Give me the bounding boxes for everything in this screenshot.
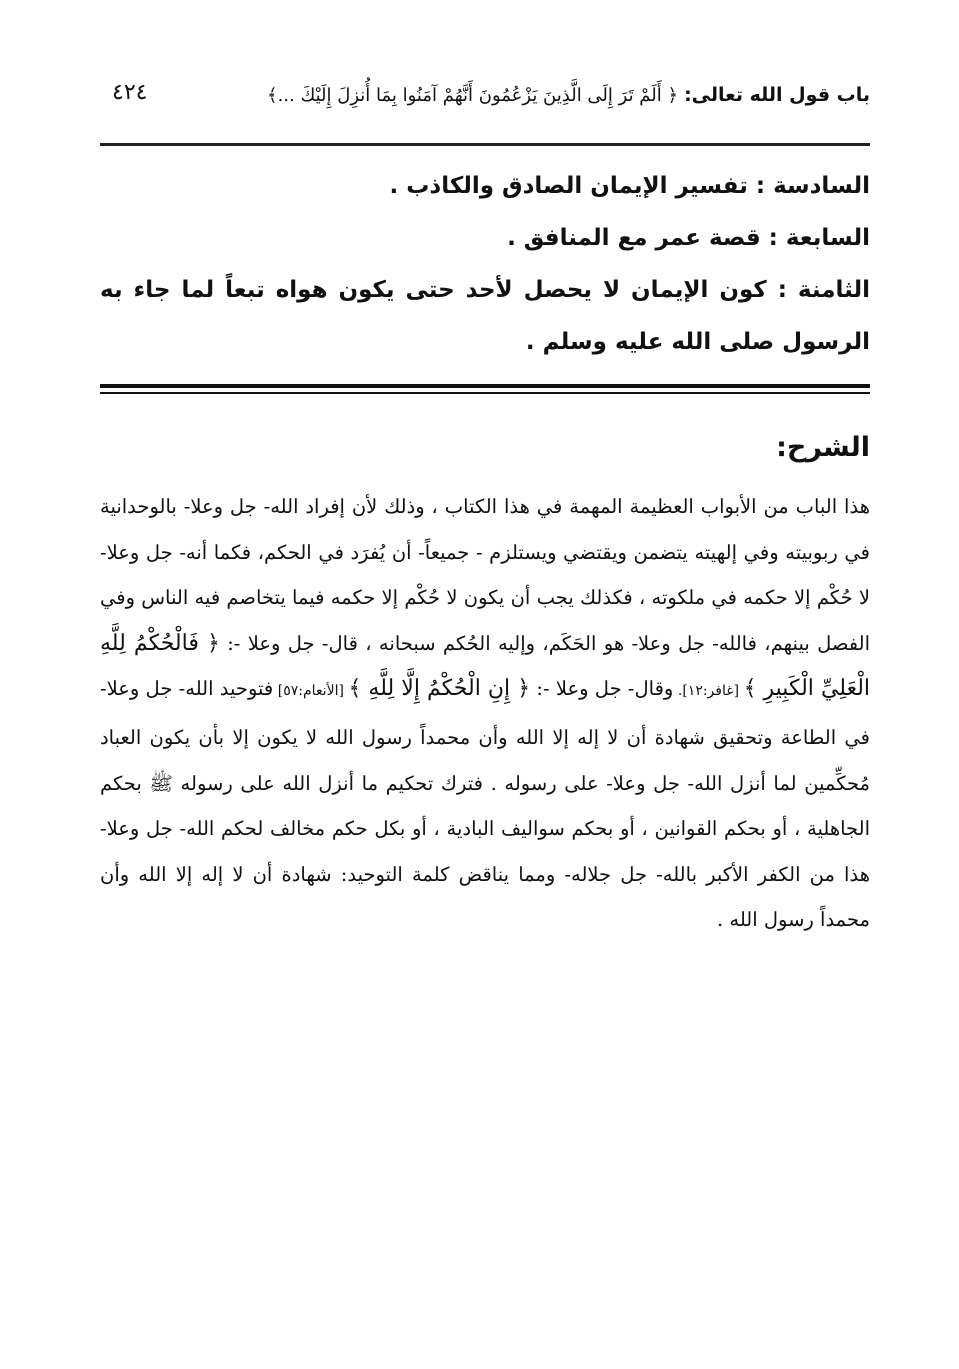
page-number: ٤٢٤ [112,80,148,105]
commentary-body [100,484,870,943]
running-header [100,78,870,128]
chapter-title [267,84,870,106]
commentary-heading: الشرح: [776,432,870,463]
issues-summary [100,160,870,368]
issue-sixth: السادسة : تفسير الإيمان الصادق والكاذب . [389,173,870,199]
commentary-text-part3: فتوحيد الله- جل وعلا- في الطاعة وتحقيق شهادة أن لا إله إلا الله وأن محمداً رسول الله لا يكون إلا بأن يكون العباد مُحكِّمين لما أنزل الله- جل وعلا- على رسوله . فترك تحكيم ما أنزل الله على رسوله ﷺ بحكم الجاهلية ، أو بحكم القوانين ، أو بحكم سواليف البادية ، أو بكل حكم مخالف لحكم الله- جل وعلا- هذا من الكفر الأكبر بالله- جل جلاله- ومما يناقض كلمة التوحيد: شهادة أن لا إله إلا الله وأن محمداً رسول الله . [100,677,870,932]
summary-divider-thick [100,384,870,388]
quran-verse-anam: ﴿ إِنِ الْحُكْمُ إِلَّا لِلَّهِ ﴾ [348,676,531,702]
chapter-title-verse: ﴿ أَلَمْ تَرَ إِلَى الَّذِينَ يَزْعُمُونَ أَنَّهُمْ آمَنُوا بِمَا أُنزِلَ إِلَيْكَ ...﴾ [267,85,679,106]
issue-seventh: السابعة : قصة عمر مع المنافق . [507,225,870,251]
commentary-paragraph [100,484,870,943]
commentary-text-part2: وقال- جل وعلا -: [530,677,674,701]
commentary-text-part1: هذا الباب من الأبواب العظيمة المهمة في هذا الكتاب ، وذلك لأن إفراد الله- جل وعلا- بالوحدانية في ربوبيته وفي إلهيته يتضمن ويقتضي ويستلزم - جميعاً- أن يُفرَد في الحكم، فكما أنه- جل وعلا- لا حُكْم إلا حكمه في ملكوته ، فكذلك يجب أن يكون لا حُكْم إلا حكمه فيما يتخاصم فيه الناس وفي الفصل بينهم، فالله- جل وعلا- هو الحَكَم، وإليه الحُكم سبحانه ، قال- جل وعلا -: [100,495,870,655]
quran-verse-ghafir: ﴿ فَالْحُكْمُ لِلَّهِ الْعَلِيِّ الْكَبِيرِ ﴾ [100,630,871,702]
issue-eighth: الثامنة : كون الإيمان لا يحصل لأحد حتى يكون هواه تبعاً لما جاء به الرسول صلى الله عليه وسلم . [100,277,870,355]
chapter-title-label: باب قول الله تعالى: [684,84,870,106]
citation-ghafir: [غافر:١٢]. [673,683,744,700]
summary-divider-thin [100,392,870,394]
citation-anam: [الأنعام:٥٧] [273,683,349,700]
header-divider [100,143,870,146]
